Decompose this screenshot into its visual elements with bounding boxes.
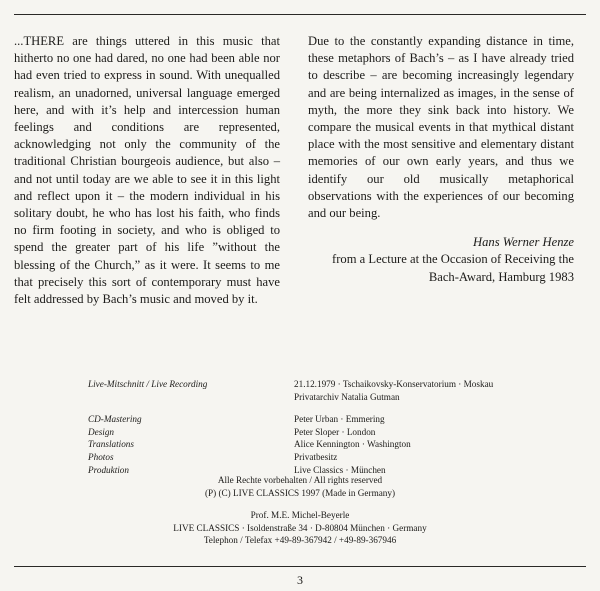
credit-label: Translations [88, 439, 134, 450]
essay-left-column [14, 33, 280, 308]
credit-label: Photos [88, 451, 114, 462]
credit-row [88, 438, 558, 451]
attribution [308, 234, 574, 286]
essay-right-column [308, 33, 574, 286]
essay-paragraph-right: Due to the constantly expanding distance in time, these metaphors of Bach’s – as I have already tried to describe – are becoming increasingly legendary and are being internalized as images, in the sense of myth, the more they sink back into history. We compare the musical events in that mythical distant place with the most sensitive and elementary distant memories of our own early years, and thus we identify our old musically metaphorical observations with the experiences of our becoming and our being. [308, 34, 574, 221]
credit-label [88, 391, 294, 404]
copyright-notice: (P) (C) LIVE CLASSICS 1997 (Made in Germany) [204, 487, 396, 498]
credit-row [88, 413, 558, 426]
page-number: 3 [297, 573, 303, 587]
author-name: Hans Werner Henze [473, 235, 574, 250]
credit-value: Privatarchiv Natalia Gutman [294, 391, 400, 402]
top-rule [14, 14, 586, 15]
credit-label: Design [88, 426, 115, 437]
credit-row [88, 451, 558, 464]
phone-fax: Telephon / Telefax +49-89-367942 / +49-89-367946 [203, 535, 397, 546]
credit-label: CD-Mastering [88, 414, 142, 425]
credits-block [88, 378, 558, 476]
contact-name: Prof. M.E. Michel-Beyerle [250, 510, 350, 521]
credit-value: Live Classics · München [294, 464, 386, 475]
credit-label: Live-Mitschnitt / Live Recording [88, 379, 208, 389]
credit-value: Peter Sloper · London [294, 426, 376, 437]
postal-address: LIVE CLASSICS · Isoldenstraße 34 · D-80804 München · Germany [173, 522, 427, 533]
credit-value: Privatbesitz [294, 451, 338, 462]
credit-label: Produktion [88, 464, 129, 475]
rights-notice: Alle Rechte vorbehalten / All rights reserved [217, 475, 383, 485]
source-line-1: from a Lecture at the Occasion of Receiving the [332, 252, 574, 267]
source-line-2: Bach-Award, Hamburg 1983 [428, 269, 574, 284]
credit-value: 21.12.1979 · Tschaikovsky-Konservatorium · Moskau [294, 379, 494, 389]
credit-value: Peter Urban · Emmering [294, 414, 385, 425]
credit-value: Alice Kennington · Washington [294, 439, 411, 450]
credit-row-recording [88, 378, 558, 391]
credit-row [88, 426, 558, 439]
bottom-rule [14, 566, 586, 567]
essay-paragraph-left: ...THERE are things uttered in this music that hitherto no one had dared, no one had been able nor had even tried to express in sound. With unequalled realism, an unadorned, universal language emerged here, and with it’s help and intercession human feelings and conditions are represented, acknowledging not only the community of the traditional Christian bourgeois audience, but also – and not until today are we able to see it in this light and reflect upon it – the modern individual in his solitary doubt, he who has lost his faith, who finds no firm footing in society, and who is obliged to spend the greater part of his life ”without the blessing of the Church,” as it were. It seems to me that precisely this sort of contemporary must have felt addressed by Bach’s music and moved by it. [14, 34, 280, 307]
legal-block [0, 474, 600, 557]
credit-row-archive [88, 391, 558, 404]
